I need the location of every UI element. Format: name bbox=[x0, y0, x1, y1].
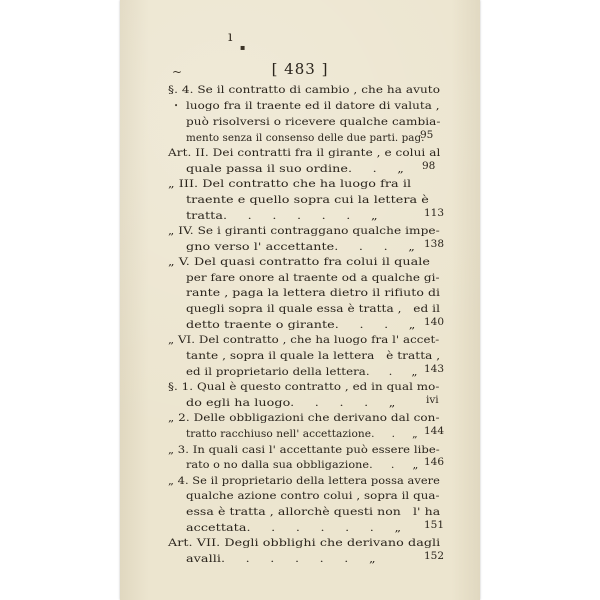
page-reference: 98 bbox=[422, 160, 436, 172]
toc-line: traente e quello sopra cui la lettera è bbox=[186, 195, 429, 206]
toc-line: qualche azione contro colui , sopra il qua- bbox=[186, 491, 440, 502]
toc-line: „ 4. Se il proprietario della lettera possa avere bbox=[168, 476, 440, 487]
toc-line: per fare onore al traente od a qualche gi- bbox=[186, 273, 440, 284]
page-reference: 113 bbox=[424, 207, 445, 219]
toc-line: rato o no dalla sua obbligazione. . „ bbox=[186, 460, 419, 471]
page-reference: 140 bbox=[424, 316, 445, 328]
page-reference: 95 bbox=[420, 129, 434, 141]
toc-line: „ VI. Del contratto , che ha luogo fra l' accet- bbox=[168, 335, 440, 346]
toc-line: luogo fra il traente ed il datore di valuta , bbox=[186, 101, 440, 112]
toc-line: Art. VII. Degli obblighi che derivano dagli bbox=[168, 538, 441, 549]
ink-dot: ▪ bbox=[240, 43, 246, 52]
toc-line: essa è tratta , allorchè questi non l' ha bbox=[186, 507, 441, 518]
toc-line: „ 2. Delle obbligazioni che derivano dal con- bbox=[168, 413, 440, 424]
ink-mark: ı bbox=[228, 29, 233, 45]
ink-squiggle: ~ bbox=[172, 65, 183, 79]
toc-line: tante , sopra il quale la lettera è tratta , bbox=[186, 351, 441, 362]
ink-dot: • bbox=[174, 102, 179, 110]
page-reference: 151 bbox=[424, 519, 445, 531]
toc-line: tratto racchiuso nell' accettazione. . „ bbox=[186, 429, 418, 440]
toc-line: §. 1. Qual è questo contratto , ed in qual mo- bbox=[168, 382, 440, 393]
toc-line: detto traente o girante. . . „ bbox=[186, 320, 416, 331]
toc-line: quale passa il suo ordine. . „ bbox=[186, 164, 404, 175]
toc-line: avalli. . . . . . „ bbox=[186, 554, 376, 565]
page-reference: 144 bbox=[424, 425, 445, 437]
toc-line: quegli sopra il quale essa è tratta , ed il bbox=[186, 304, 441, 315]
page-reference: ivi bbox=[426, 394, 439, 406]
page-number: [ 483 ] bbox=[271, 60, 329, 78]
toc-line: §. 4. Se il contratto di cambio , che ha avuto bbox=[168, 85, 441, 96]
toc-line: „ IV. Se i giranti contraggano qualche impe- bbox=[168, 226, 440, 237]
page-reference: 143 bbox=[424, 363, 445, 375]
toc-line: rante , paga la lettera dietro il rifiuto di bbox=[186, 288, 441, 299]
toc-line: tratta. . . . . . „ bbox=[186, 211, 378, 222]
page-reference: 146 bbox=[424, 456, 445, 468]
toc-line: accettata. . . . . . „ bbox=[186, 523, 402, 534]
toc-line: „ III. Del contratto che ha luogo fra il bbox=[168, 179, 412, 190]
toc-line: ed il proprietario della lettera. . „ bbox=[186, 367, 418, 378]
toc-line: mento senza il consenso delle due parti. pag. bbox=[186, 133, 425, 144]
page-reference: 138 bbox=[424, 238, 445, 250]
toc-line: „ V. Del quasi contratto fra colui il quale bbox=[168, 257, 430, 268]
toc-line: Art. II. Dei contratti fra il girante , e colui al bbox=[168, 148, 441, 159]
toc-line: può risolversi o ricevere qualche cambia- bbox=[186, 117, 441, 128]
toc-line: „ 3. In quali casi l' accettante può essere libe- bbox=[168, 445, 440, 456]
book-page bbox=[120, 0, 480, 600]
toc-line: do egli ha luogo. . . . „ bbox=[186, 398, 396, 409]
toc-line: gno verso l' accettante. . . „ bbox=[186, 242, 415, 253]
page-reference: 152 bbox=[424, 550, 445, 562]
